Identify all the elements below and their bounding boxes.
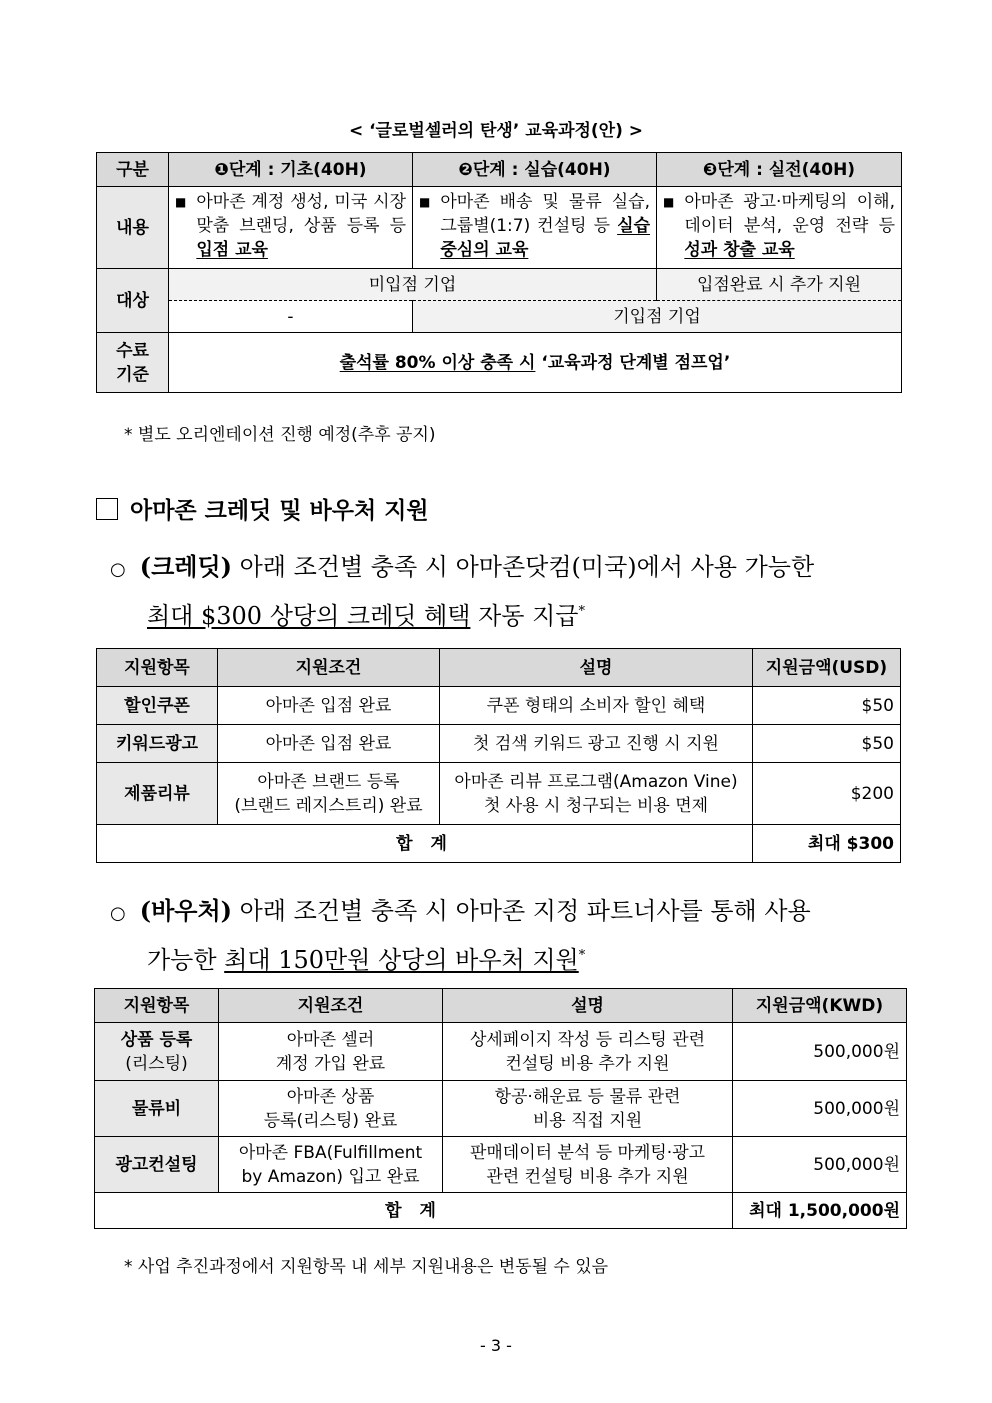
- table-row: [97, 725, 901, 763]
- credit-header-item: 지원항목: [97, 649, 218, 687]
- circle-bullet-icon: ○: [110, 559, 126, 580]
- course-table-caption: < ‘글로벌셀러의 탄생’ 교육과정(안) >: [348, 121, 644, 141]
- credit-header-description: 설명: [440, 649, 753, 687]
- completion-criteria: [169, 333, 902, 393]
- voucher-amount: 500,000원: [733, 1137, 907, 1193]
- footnote-mark: *: [578, 948, 586, 963]
- stage-2-content: [413, 187, 657, 269]
- completion-rest: ‘교육과정 단계별 점프업’: [535, 352, 731, 373]
- voucher-item-title: 상품 등록: [120, 1029, 193, 1050]
- table-row: [95, 1081, 907, 1137]
- target-empty: -: [169, 301, 413, 333]
- credit-item: 키워드광고: [97, 725, 218, 763]
- voucher-table: [94, 988, 907, 1229]
- table-row: [97, 687, 901, 725]
- header-stage-3: ❸단계 : 실전(40H): [657, 153, 902, 187]
- credit-line-2: 자동 지급: [470, 602, 579, 630]
- credit-header-condition: 지원조건: [218, 649, 440, 687]
- voucher-amount: 500,000원: [733, 1081, 907, 1137]
- credit-amount: $200: [753, 763, 901, 825]
- voucher-condition: 아마존 셀러 계정 가입 완료: [219, 1023, 443, 1081]
- credit-total-amount: 최대 $300: [753, 825, 901, 863]
- voucher-emphasis: 최대 150만원 상당의 바우처 지원: [224, 946, 579, 974]
- voucher-item: 물류비: [95, 1081, 219, 1137]
- voucher-item-sub: (리스팅): [125, 1053, 188, 1074]
- orientation-note: * 별도 오리엔테이션 진행 예정(추후 공지): [124, 425, 436, 445]
- voucher-description: 상세페이지 작성 등 리스팅 관련 컨설팅 비용 추가 지원: [443, 1023, 733, 1081]
- header-category: 구분: [97, 153, 169, 187]
- target-entered: 기입점 기업: [413, 301, 902, 333]
- change-note: * 사업 추진과정에서 지원항목 내 세부 지원내용은 변동될 수 있음: [124, 1257, 609, 1277]
- total-row: [97, 825, 901, 863]
- voucher-line-2: 가능한: [147, 946, 225, 974]
- stage-2-text: 아마존 배송 및 물류 실습, 그룹별(1:7) 컨설팅 등: [440, 192, 650, 236]
- credit-condition: 아마존 입점 완료: [218, 725, 440, 763]
- voucher-header-amount: 지원금액(KWD): [733, 989, 907, 1023]
- stage-1-content: [169, 187, 413, 269]
- page-number: - 3 -: [480, 1336, 512, 1355]
- voucher-description: 항공·해운료 등 물류 관련 비용 직접 지원: [443, 1081, 733, 1137]
- course-table: [96, 152, 902, 393]
- credit-paragraph: [110, 546, 900, 637]
- table-row: [97, 763, 901, 825]
- voucher-description: 판매데이터 분석 등 마케팅·광고 관련 컨설팅 비용 추가 지원: [443, 1137, 733, 1193]
- credit-table: [96, 648, 901, 863]
- stage-3-emphasis: 성과 창출 교육: [684, 240, 795, 260]
- credit-description: 아마존 리뷰 프로그램(Amazon Vine) 첫 사용 시 청구되는 비용 면제: [440, 763, 753, 825]
- credit-emphasis: 최대 $300 상당의 크레딧 혜택: [147, 602, 471, 630]
- voucher-line-1: 아래 조건별 충족 시 아마존 지정 파트너사를 통해 사용: [231, 897, 811, 925]
- credit-item: 할인쿠폰: [97, 687, 218, 725]
- voucher-item: 광고컨설팅: [95, 1137, 219, 1193]
- voucher-header-item: 지원항목: [95, 989, 219, 1023]
- voucher-header-condition: 지원조건: [219, 989, 443, 1023]
- credit-header-amount: 지원금액(USD): [753, 649, 901, 687]
- bullet-square-icon: ■: [175, 195, 187, 209]
- voucher-item: [95, 1023, 219, 1081]
- voucher-total-amount: 최대 1,500,000원: [733, 1193, 907, 1229]
- stage-3-text: 아마존 광고·마케팅의 이해, 데이터 분석, 운영 전략 등: [684, 192, 895, 236]
- completion-label: 수료 기준: [97, 333, 169, 393]
- voucher-tag: (바우처): [139, 896, 232, 925]
- credit-description: 쿠폰 형태의 소비자 할인 혜택: [440, 687, 753, 725]
- voucher-condition: 아마존 상품 등록(리스팅) 완료: [219, 1081, 443, 1137]
- circle-bullet-icon: ○: [110, 903, 126, 924]
- credit-item: 제품리뷰: [97, 763, 218, 825]
- footnote-mark: *: [578, 604, 585, 619]
- total-row: [95, 1193, 907, 1229]
- credit-condition: 아마존 입점 완료: [218, 687, 440, 725]
- voucher-paragraph: [110, 890, 900, 981]
- bullet-square-icon: ■: [663, 195, 675, 209]
- table-row: [95, 1137, 907, 1193]
- credit-line-1: 아래 조건별 충족 시 아마존닷컴(미국)에서 사용 가능한: [231, 553, 815, 581]
- credit-tag: (크레딧): [139, 552, 232, 581]
- credit-amount: $50: [753, 725, 901, 763]
- target-label: 대상: [97, 269, 169, 333]
- stage-2-emphasis: 실습 중심의 교육: [440, 216, 650, 260]
- section-title: 아마존 크레딧 및 바우처 지원: [130, 497, 429, 524]
- credit-condition: 아마존 브랜드 등록 (브랜드 레지스트리) 완료: [218, 763, 440, 825]
- section-heading: [96, 492, 429, 525]
- voucher-condition: 아마존 FBA(Fulfillment by Amazon) 입고 완료: [219, 1137, 443, 1193]
- voucher-header-description: 설명: [443, 989, 733, 1023]
- target-non-entered: 미입점 기업: [169, 269, 657, 301]
- table-row: [95, 1023, 907, 1081]
- checkbox-square-icon: [96, 498, 118, 520]
- target-additional: 입점완료 시 추가 지원: [657, 269, 902, 301]
- header-stage-2: ❷단계 : 실습(40H): [413, 153, 657, 187]
- content-label: 내용: [97, 187, 169, 269]
- voucher-total-label: 합 계: [95, 1193, 733, 1229]
- stage-1-text: 아마존 계정 생성, 미국 시장 맞춤 브랜딩, 상품 등록 등: [196, 192, 406, 236]
- header-stage-1: ❶단계 : 기초(40H): [169, 153, 413, 187]
- stage-1-emphasis: 입점 교육: [196, 240, 268, 260]
- credit-description: 첫 검색 키워드 광고 진행 시 지원: [440, 725, 753, 763]
- bullet-square-icon: ■: [419, 195, 431, 209]
- voucher-amount: 500,000원: [733, 1023, 907, 1081]
- completion-emphasis: 출석률 80% 이상 충족 시: [339, 352, 536, 373]
- credit-amount: $50: [753, 687, 901, 725]
- credit-total-label: 합 계: [97, 825, 753, 863]
- stage-3-content: [657, 187, 902, 269]
